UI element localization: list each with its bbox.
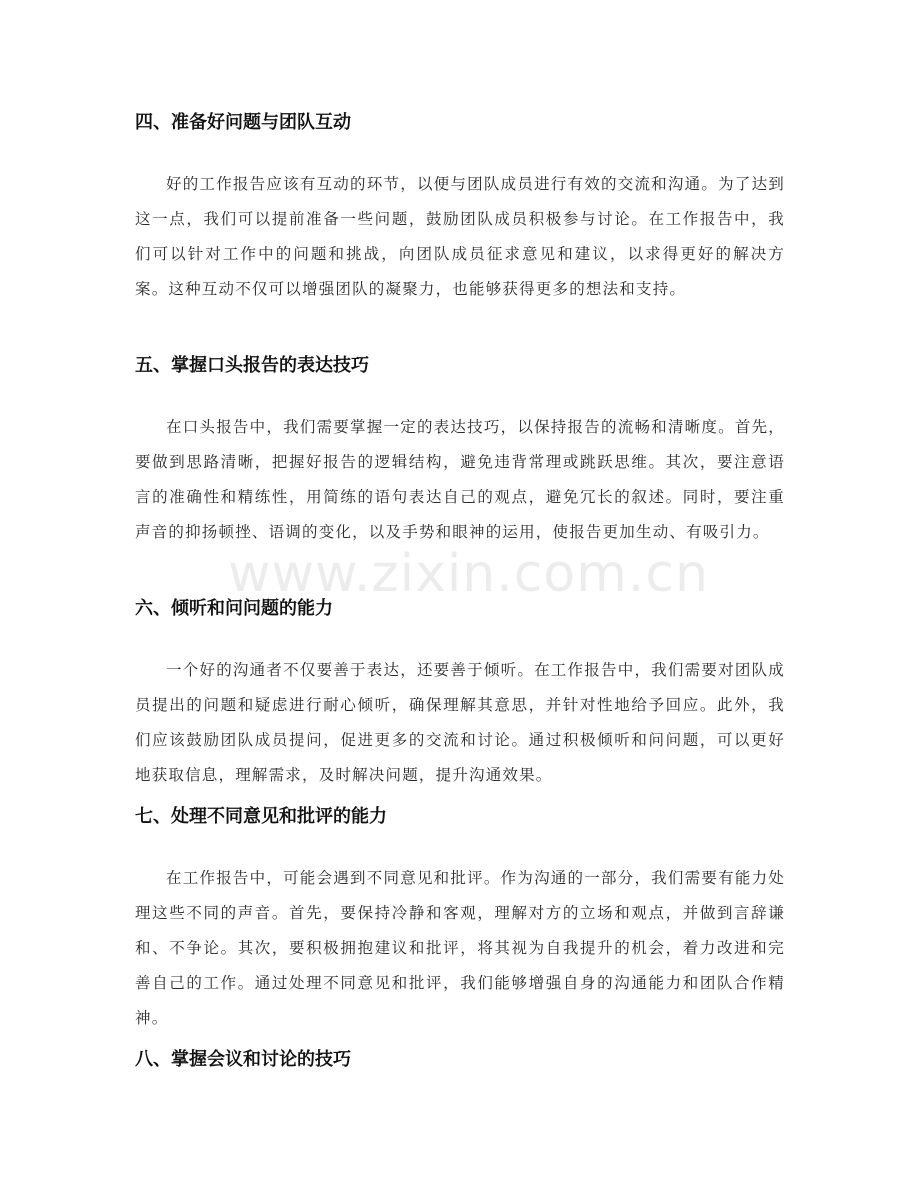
section-paragraph: 在口头报告中，我们需要掌握一定的表达技巧，以保持报告的流畅和清晰度。首先，要做到思路清晰，把握好报告的逻辑结构，避免违背常理或跳跃思维。其次，要注意语言的准确性和精练性，用简练的语句表达自己的观点，避免冗长的叙述。同时，要注重声音的抑扬顿挫、语调的变化，以及手势和眼神的运用，使报告更加生动、有吸引力。 — [135, 418, 785, 541]
section-paragraph: 好的工作报告应该有互动的环节，以便与团队成员进行有效的交流和沟通。为了达到这一点，我们可以提前准备一些问题，鼓励团队成员积极参与讨论。在工作报告中，我们可以针对工作中的问题和挑战，向团队成员征求意见和建议，以求得更好的解决方案。这种互动不仅可以增强团队的凝聚力，也能够获得更多的想法和支持。 — [135, 175, 785, 298]
section-8 — [135, 1048, 785, 1072]
section-heading: 七、处理不同意见和批评的能力 — [135, 806, 387, 827]
section-7 — [135, 805, 785, 1036]
section-heading: 四、准备好问题与团队互动 — [135, 112, 351, 133]
section-heading: 五、掌握口头报告的表达技巧 — [135, 355, 369, 376]
section-heading: 八、掌握会议和讨论的技巧 — [135, 1049, 351, 1070]
section-heading: 六、倾听和问问题的能力 — [135, 598, 333, 619]
section-paragraph: 一个好的沟通者不仅要善于表达，还要善于倾听。在工作报告中，我们需要对团队成员提出的问题和疑虑进行耐心倾听，确保理解其意思，并针对性地给予回应。此外，我们应该鼓励团队成员提问，促进更多的交流和讨论。通过积极倾听和问问题，可以更好地获取信息，理解需求，及时解决问题，提升沟通效果。 — [135, 661, 785, 784]
section-6 — [135, 597, 785, 793]
watermark: www.zixin.com.cn — [228, 544, 709, 604]
section-paragraph: 在工作报告中，可能会遇到不同意见和批评。作为沟通的一部分，我们需要有能力处理这些不同的声音。首先，要保持冷静和客观，理解对方的立场和观点，并做到言辞谦和、不争论。其次，要积极拥抱建议和批评，将其视为自我提升的机会，着力改进和完善自己的工作。通过处理不同意见和批评，我们能够增强自身的沟通能力和团队合作精神。 — [135, 869, 785, 1027]
section-5 — [135, 354, 785, 550]
section-4 — [135, 111, 785, 307]
